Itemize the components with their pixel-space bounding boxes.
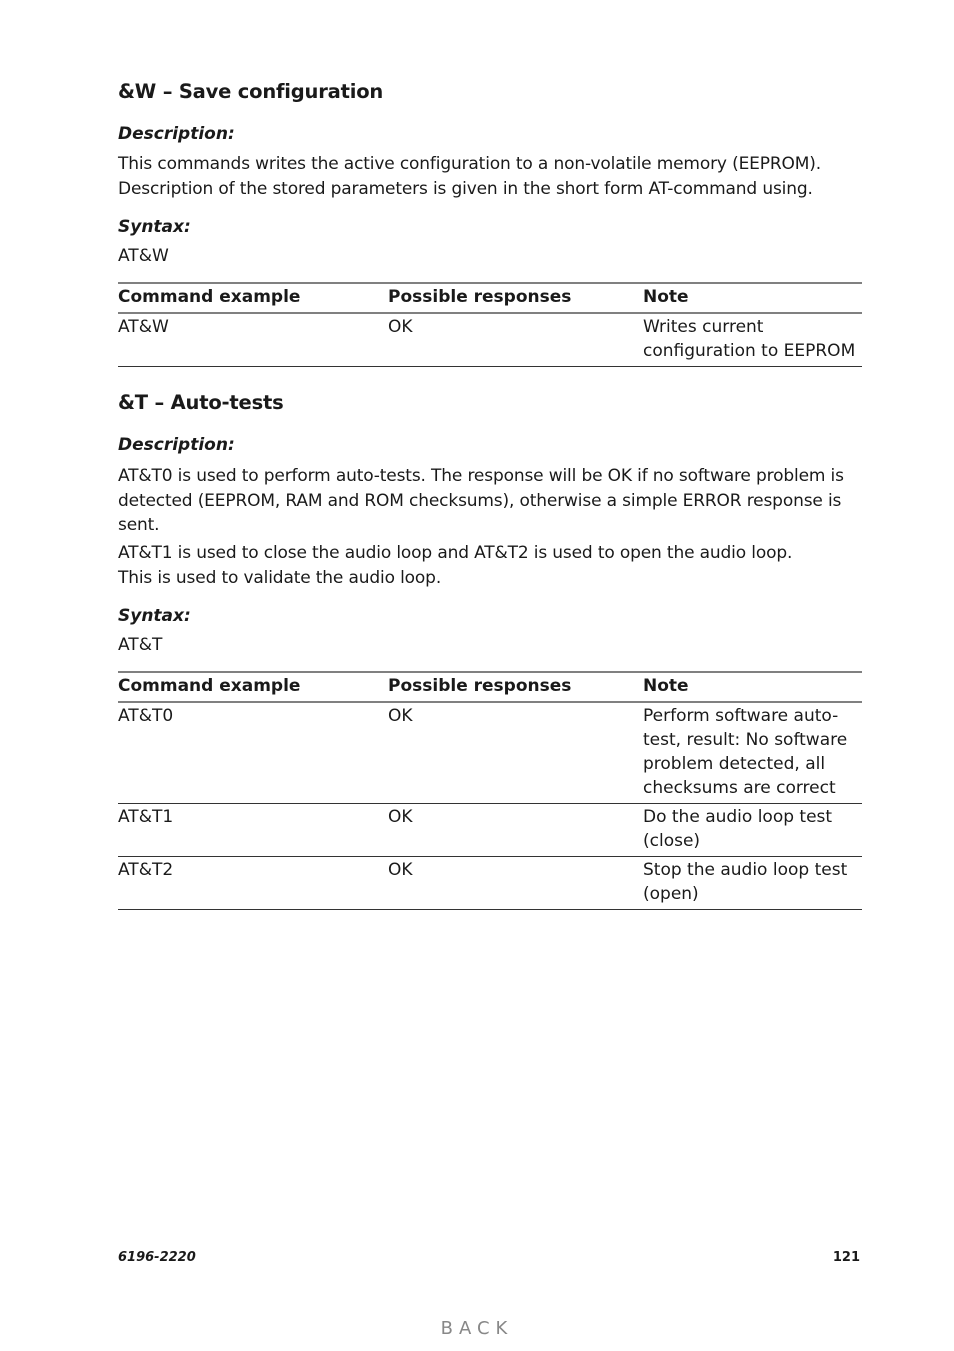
column-header: Command example xyxy=(118,672,388,702)
note-line: (close) xyxy=(643,831,701,851)
response-cell: OK xyxy=(388,857,643,910)
description-label: Description: xyxy=(118,435,235,455)
command-cell: AT&T2 xyxy=(118,857,388,910)
syntax-label: Syntax: xyxy=(118,606,191,626)
description-line: AT&T1 is used to close the audio loop and AT&T2 is used to open the audio loop. xyxy=(118,543,793,563)
table-row xyxy=(118,804,862,857)
description-paragraph xyxy=(118,464,862,538)
description-label: Description: xyxy=(118,124,235,144)
note-line: Do the audio loop test xyxy=(643,807,833,827)
command-table-auto-tests xyxy=(118,671,862,910)
column-header: Possible responses xyxy=(388,672,643,702)
table-row xyxy=(118,702,862,804)
command-cell: AT&T1 xyxy=(118,804,388,857)
document-number: 6196-2220 xyxy=(118,1250,196,1265)
note-line: test, result: No software xyxy=(643,730,848,750)
column-header: Possible responses xyxy=(388,283,643,313)
note-line: problem detected, all xyxy=(643,754,826,774)
note-line: Perform software auto- xyxy=(643,706,839,726)
section-title-auto-tests: &T – Auto-tests xyxy=(118,391,284,414)
note-line: configuration to EEPROM xyxy=(643,341,856,361)
note-cell xyxy=(643,313,862,367)
description-line: sent. xyxy=(118,515,160,535)
description-line: Description of the stored parameters is given in the short form AT-command using. xyxy=(118,178,813,199)
table-row xyxy=(118,313,862,367)
table-header-row xyxy=(118,672,862,702)
response-cell: OK xyxy=(388,702,643,804)
note-line: Stop the audio loop test xyxy=(643,860,848,880)
note-cell xyxy=(643,702,862,804)
description-paragraph xyxy=(118,152,862,201)
command-cell: AT&T0 xyxy=(118,702,388,804)
note-line: checksums are correct xyxy=(643,778,836,798)
note-cell xyxy=(643,857,862,910)
syntax-value: AT&W xyxy=(118,246,169,266)
description-line: This is used to validate the audio loop. xyxy=(118,567,442,588)
syntax-value: AT&T xyxy=(118,635,163,655)
note-line: (open) xyxy=(643,884,699,904)
command-table-save xyxy=(118,282,862,367)
page-number: 121 xyxy=(832,1250,860,1265)
section-title-save-configuration: &W – Save configuration xyxy=(118,80,384,103)
command-cell: AT&W xyxy=(118,313,388,367)
table-row xyxy=(118,857,862,910)
note-line: Writes current xyxy=(643,317,764,337)
description-line: detected (EEPROM, RAM and ROM checksums), otherwise a simple ERROR response is xyxy=(118,490,842,511)
note-cell xyxy=(643,804,862,857)
column-header: Command example xyxy=(118,283,388,313)
column-header: Note xyxy=(643,283,862,313)
description-line: AT&T0 is used to perform auto-tests. The response will be OK if no software problem is xyxy=(118,466,844,486)
syntax-label: Syntax: xyxy=(118,217,191,237)
description-paragraph xyxy=(118,541,862,590)
response-cell: OK xyxy=(388,804,643,857)
description-line: This commands writes the active configuration to a non-volatile memory (EEPROM). xyxy=(118,154,821,174)
table-header-row xyxy=(118,283,862,313)
response-cell: OK xyxy=(388,313,643,367)
back-link[interactable]: BACK xyxy=(440,1318,514,1339)
column-header: Note xyxy=(643,672,862,702)
